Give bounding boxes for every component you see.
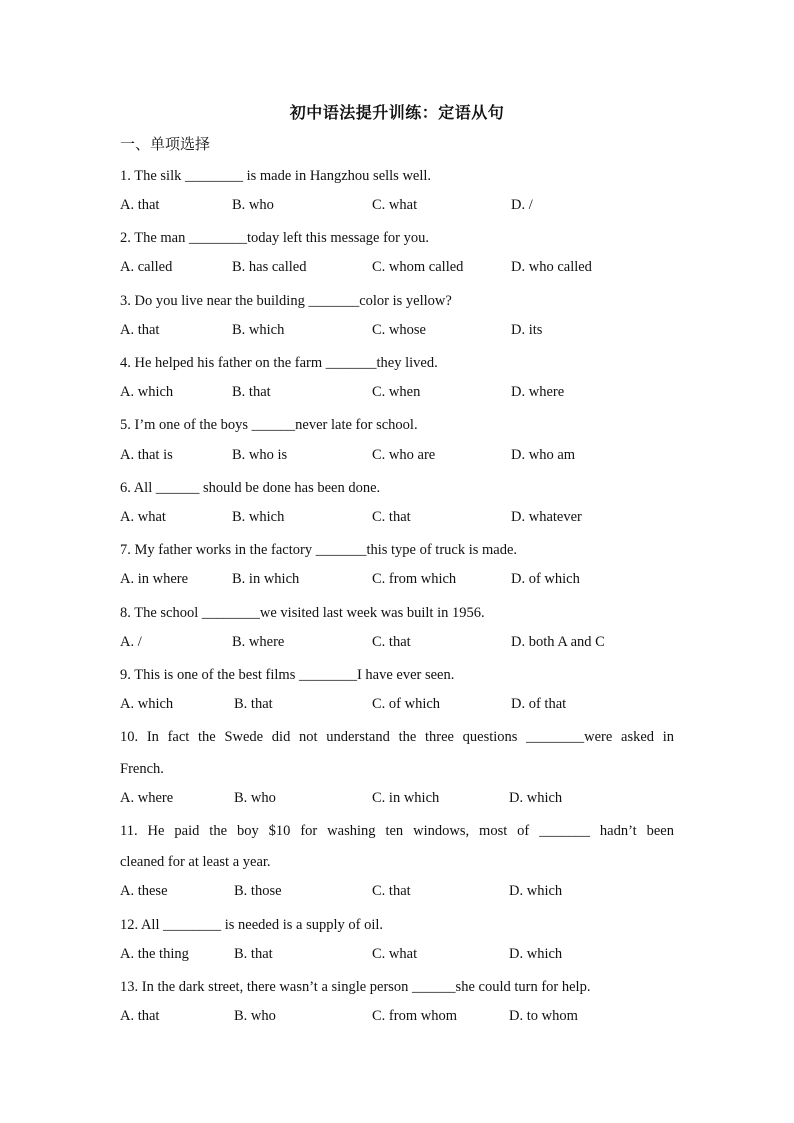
page-title: 初中语法提升训练：定语从句 [289,103,505,122]
option-b: B. where [232,634,285,650]
option-d: D. whatever [511,509,582,525]
option-a: A. which [120,696,174,712]
option-c: C. whom called [372,259,464,275]
option-a: A. the thing [120,946,189,962]
question-text: 9. This is one of the best films ________I have ever seen. [120,667,455,683]
question-text-continued: cleaned for at least a year. [120,854,271,870]
option-a: A. which [120,384,174,400]
option-a: A. what [120,509,166,525]
option-d: D. who am [511,447,576,463]
question-text: 12. All ________ is needed is a supply of oil. [120,917,383,933]
option-b: B. has called [232,259,307,275]
option-d: D. where [511,384,565,400]
option-b: B. in which [232,571,300,587]
question-text: 5. I’m one of the boys ______never late for school. [120,417,418,433]
option-a: A. these [120,883,168,899]
question-text: 3. Do you live near the building _______color is yellow? [120,293,452,309]
option-a: A. that [120,322,160,338]
question-text: 1. The silk ________ is made in Hangzhou sells well. [120,168,432,184]
option-b: B. who [232,197,274,213]
question-text: 6. All ______ should be done has been done. [120,480,381,496]
option-c: C. from whom [372,1008,457,1024]
option-c: C. that [372,883,411,899]
option-b: B. those [234,883,282,899]
question-text: 7. My father works in the factory _______this type of truck is made. [120,542,518,558]
option-b: B. who [234,1008,276,1024]
option-d: D. which [509,790,563,806]
option-c: C. from which [372,571,457,587]
option-c: C. what [372,946,418,962]
option-b: B. that [232,384,271,400]
option-b: B. which [232,322,285,338]
option-a: A. that is [120,447,173,463]
option-c: C. that [372,634,411,650]
option-c: C. when [372,384,421,400]
option-a: A. in where [120,571,189,587]
question-text: 13. In the dark street, there wasn’t a single person ______she could turn for help. [120,979,591,995]
option-b: B. who [234,790,276,806]
option-b: B. which [232,509,285,525]
option-b: B. that [234,696,273,712]
option-a: A. where [120,790,174,806]
option-a: A. called [120,259,173,275]
option-d: D. of that [511,696,567,712]
option-a: A. that [120,197,160,213]
question-text: 4. He helped his father on the farm _______they lived. [120,355,438,371]
section-heading: 一、单项选择 [120,135,211,153]
question-text: 2. The man ________today left this message for you. [120,230,430,246]
option-c: C. in which [372,790,440,806]
question-text: 11. He paid the boy $10 for washing ten windows, most of _______ hadn’t been [120,823,674,839]
option-a: A. that [120,1008,160,1024]
option-b: B. who is [232,447,288,463]
option-d: D. both A and C [511,634,605,650]
question-text-continued: French. [120,761,164,777]
option-c: C. who are [372,447,436,463]
option-c: C. what [372,197,418,213]
option-d: D. its [511,322,543,338]
option-a: A. / [120,634,142,650]
option-b: B. that [234,946,273,962]
option-d: D. to whom [509,1008,578,1024]
option-d: D. / [511,197,533,213]
option-d: D. of which [511,571,580,587]
option-c: C. of which [372,696,441,712]
question-text: 10. In fact the Swede did not understand the three questions ________were asked in [120,729,674,745]
option-c: C. whose [372,322,426,338]
option-d: D. who called [511,259,592,275]
option-d: D. which [509,946,563,962]
question-text: 8. The school ________we visited last week was built in 1956. [120,605,485,621]
option-c: C. that [372,509,411,525]
option-d: D. which [509,883,563,899]
